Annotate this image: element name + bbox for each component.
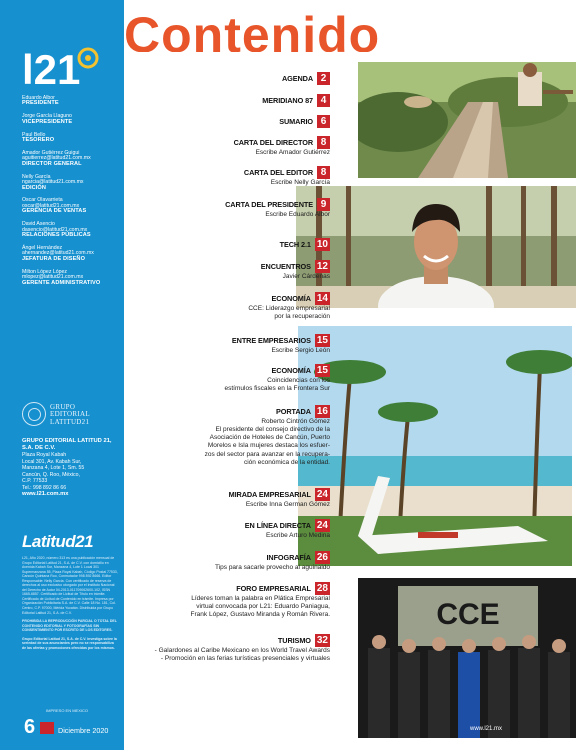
page-title: Contenido [124,10,381,52]
page-badge: 14 [316,293,328,304]
legal-notice [22,556,118,654]
page-badge: 15 [316,365,328,376]
toc-entry-sumario[interactable]: SUMARIO 6 [279,115,330,128]
page-badge: 26 [316,552,328,563]
company-name: GRUPO EDITORIAL LATITUD 21, S.A. DE C.V. [22,438,112,452]
staff-item: Milton López López mlopez@latitud21.com.mx GERENTE ADMINISTRATIVO [22,268,101,286]
toc-entry-entre-empresarios[interactable]: ENTRE EMPRESARIOS 15 Escribe Sergio León [231,335,330,354]
footer-url[interactable]: www.l21.mx [470,726,503,732]
staff-item: David Asencio dasencio@latitud21.com.mx RELACIONES PÚBLICAS [22,221,91,239]
toc-entry-meridiano[interactable]: MERIDIANO 87 4 [262,94,330,107]
page-marker [40,722,54,734]
grupo-editorial-seal [22,402,122,428]
toc-entry-economia-cce[interactable]: ECONOMÍA 14 CCE: Liderazgo empresarial por la recuperación [248,293,330,321]
page-badge: 4 [317,94,330,107]
toc-entry-carta-editor[interactable]: CARTA DEL EDITOR 8 Escribe Nelly García [243,167,330,186]
sidebar-masthead [0,0,124,750]
page-badge: 24 [316,520,328,531]
photo-beach-lounger [298,326,572,566]
toc-entry-agenda[interactable]: AGENDA 2 [282,72,330,85]
l21-logo-icon [22,44,102,94]
toc-entry-carta-director[interactable]: CARTA DEL DIRECTOR 8 Escribe Amador Gutiérrez [233,137,330,156]
page-badge: 6 [317,115,330,128]
staff-item: Paul Bello TESORERO [22,131,55,144]
company-web[interactable]: www.l21.com.mx [22,491,69,498]
legal-paragraph: L21, Año 2020, número 313 es una publicación mensual de Grupo Editorial Latitud 21, S.A. de C.V. con domicilio en Avenida Kabah Sur, Manzana 4, Lote 1 Local 301 Supermanzana 55, Plaza Royal Kabah, Código Postal 77533, Cancún Quintana Roo, Conmutador 998 892 8666. Editor Responsable: Nelly García. Con certificado de reserva de derechos al uso exclusivo otorgado por el Instituto Nacional del Derecho de Autor 04-2013-011709062600-102, ISSN 1665-6857. Certificado de Licitud de Título en trámite. Certificado de Licitud de Contenido en trámite. Impresa por Organización Publicitaria S.A. de C.V. Calle 18 No. 181, Col. Centro, C.P. 97000, Mérida Yucatán. Distribuida por Grupo Editorial Latitud 21, S.A. de C.V. [22,556,118,615]
toc-entry-en-linea-directa[interactable]: EN LÍNEA DIRECTA 24 Escribe Arturo Medina [244,520,330,539]
address-lines: Plaza Royal Kabah Local 301, Av. Kabah Sur, Manzana 4, Lote 1, Sm. 55 Cancún, Q. Roo, México, C.P. 77533 Tel.: 998 892 86 66 [22,452,85,491]
staff-item: Ángel Hernández ahernandez@latitud21.com.mx JEFATURA DE DISEÑO [22,245,94,262]
legal-paragraph: PROHIBIDA LA REPRODUCCIÓN PARCIAL O TOTAL DEL CONTENIDO EDITORIAL Y FOTOGRAFÍAS SIN CONSENTIMIENTO POR ESCRITO DE LOS EDITORES. [22,619,117,633]
toc-entry-carta-presidente[interactable]: CARTA DEL PRESIDENTE 9 Escribe Eduardo Albor [225,199,330,218]
page-badge: 9 [317,198,330,211]
page-badge: 8 [317,166,330,179]
page-badge: 32 [316,635,328,646]
page-badge: 8 [317,136,330,149]
staff-item: Nelly García ngarcia@latitud21.com.mx EDICIÓN [22,173,84,191]
seal-text: GRUPO EDITORIAL LATITUD21 [50,403,90,426]
toc-entry-infografia[interactable]: INFOGRAFÍA 26 Tips para sacarle provecho al aguinaldo [214,552,330,571]
page-badge: 2 [317,72,330,85]
photo-cce-event [358,578,576,738]
photo-man-portrait [296,186,576,308]
page-badge: 12 [316,261,328,272]
toc-entry-foro-empresarial[interactable]: FORO EMPRESARIAL 28 Líderes toman la palabra en Plática Empresarial virtual convocada por L21: Eduardo Paniagua, Frank López, Gustavo Miranda y Román Rivera. [190,583,330,619]
svg-text:l21: l21 [22,46,81,93]
toc-entry-turismo[interactable]: TURISMO 32 - Galardones al Caribe Mexicano en los World Travel Awards - Promoción en las ferias turísticas presenciales y virtuales [154,635,330,663]
toc-entry-tech[interactable]: TECH 2.1 10 [279,239,328,250]
toc-entry-mirada-empresarial[interactable]: MIRADA EMPRESARIAL 24 Escribe Inna German Gómez [228,489,330,508]
printed-in: IMPRESO EN MEXICO [46,708,89,713]
page-badge: 28 [316,583,328,594]
event-sign-text: CCE [436,598,500,631]
toc-entry-portada[interactable]: PORTADA 16 Roberto Cintrón Gómez El presidente del consejo directivo de la Asociación de Hoteles de Cancún, Puerto Morelos e Isla mujeres destaca los esfuer- zos del sector para avanzar en la recupera- ción económica de la entidad. [204,406,330,466]
issue-date: Diciembre 2020 [58,726,109,735]
page-number: 6 [24,716,36,738]
publisher-address [22,438,118,499]
staff-item: Eduardo Albor PRESIDENTE [22,95,59,107]
staff-item: Oscar Olavarrieta oscar@latitud21.com.mx GERENCIA DE VENTAS [22,197,87,215]
page-badge: 24 [316,489,328,500]
page-badge: 15 [316,335,328,346]
staff-item: Amador Gutiérrez Guigui aguitierrez@latitud21.com.mx DIRECTOR GENERAL [22,149,91,167]
toc-entry-economia-frontera[interactable]: ECONOMÍA 15 Coincidencias con los estímulos fiscales en la Frontera Sur [224,365,330,393]
page-badge: 16 [316,406,328,417]
page-badge: 10 [316,239,328,250]
legal-paragraph: Grupo Editorial Latitud 21, S.A. de C.V. investiga sobre la seriedad de sus anunciantes pero no se responsabiliza de las ofertas y promociones ofrecidas por los mismos. [22,636,117,650]
staff-item: Jorge García Llaguno VICEPRESIDENTE [22,113,73,125]
toc-entry-encuentros[interactable]: ENCUENTROS 12 Javier Cárdenas [260,261,330,280]
seal-emblem-icon [22,402,46,426]
photo-man-jungle-walkway [358,62,576,178]
latitud21-logo: Latitud21 [22,532,94,551]
staff-list [22,96,120,294]
